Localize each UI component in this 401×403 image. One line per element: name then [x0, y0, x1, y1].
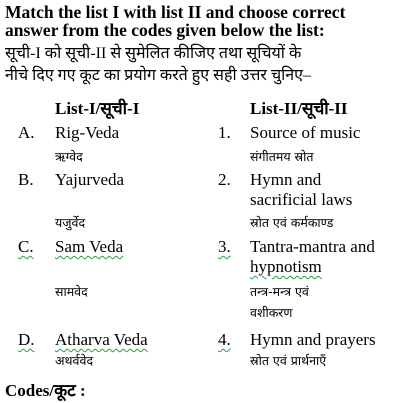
list2-number: 4. [218, 330, 231, 349]
codes-label: Codes/कूट : [5, 381, 86, 400]
question-hindi-line-1: सूची-I को सूची-II से सुमेलित कीजिए तथा सूचियों के [5, 45, 302, 62]
question-line-1: Match the list I with list II and choose correct [5, 2, 346, 22]
list2-number: 2. [218, 170, 231, 189]
list2-item-en: Hymn and [250, 170, 322, 189]
list2-item-hi: वशीकरण [250, 305, 293, 320]
list1-letter: C. [18, 237, 34, 256]
list2-item-hi: संगीतमय स्रोत [250, 149, 314, 164]
list1-item-hi: अथर्ववेद [55, 353, 94, 368]
list1-item-en: Atharva Veda [55, 330, 148, 349]
list1-letter: B. [18, 170, 34, 189]
question-hindi-line-2: नीचे दिए गए कूट का प्रयोग करते हुए सही उत्तर चुनिए– [5, 67, 312, 84]
list2-item-hi: स्रोत एवं कर्मकाण्ड [250, 215, 334, 230]
list1-header: List-I/सूची-I [55, 99, 140, 118]
list1-item-hi: यजुर्वेद [55, 215, 86, 230]
list2-item-hi: स्रोत एवं प्रार्थनाएँ [250, 353, 327, 368]
list1-item-en: Sam Veda [55, 237, 124, 256]
list2-header: List-II/सूची-II [250, 99, 348, 118]
list2-number: 1. [218, 123, 231, 142]
list2-number: 3. [218, 237, 231, 256]
list2-item-en: Hymn and prayers [250, 330, 376, 349]
list2-item-en: Tantra-mantra and [250, 237, 375, 256]
list1-item-hi: सामवेद [55, 284, 88, 299]
list2-item-en: Source of music [250, 123, 361, 142]
list2-item-hi: तन्त्र-मन्त्र एवं [250, 284, 309, 299]
list1-item-hi: ऋग्वेद [55, 149, 83, 164]
list2-item-en: sacrificial laws [250, 190, 353, 209]
list1-letter: D. [18, 330, 35, 349]
list2-item-en: hypnotism [250, 257, 322, 276]
question-line-2: answer from the codes given below the list: [5, 20, 325, 40]
list1-item-en: Rig-Veda [55, 123, 120, 142]
list1-item-en: Yajurveda [55, 170, 125, 189]
list1-letter: A. [18, 123, 35, 142]
